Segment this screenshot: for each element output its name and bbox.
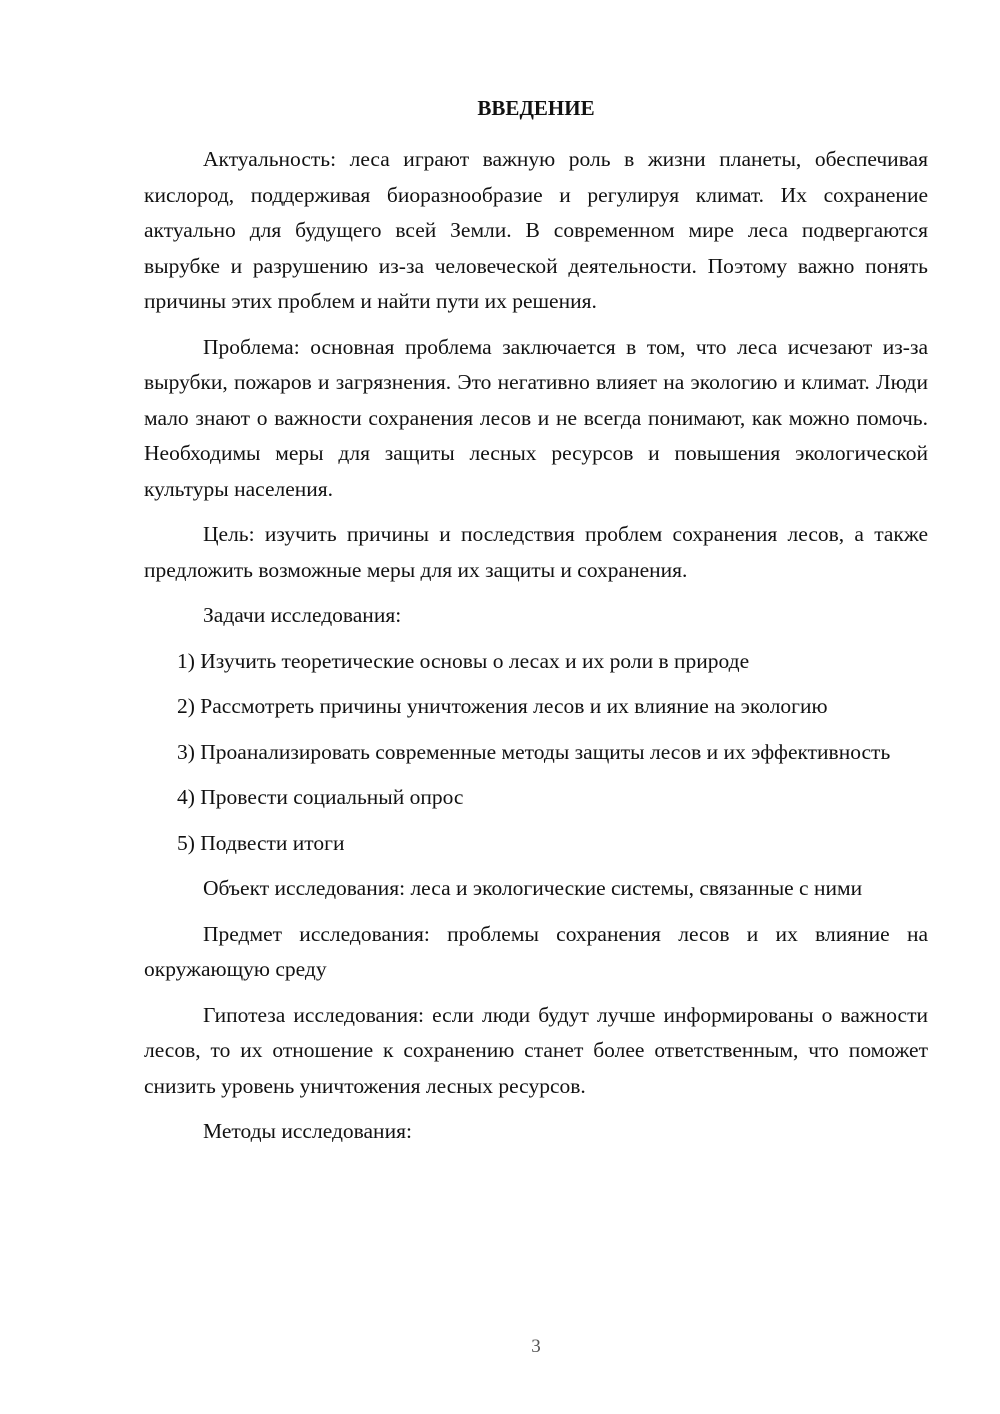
tasks-heading: Задачи исследования: [203,603,402,627]
document-body [144,142,928,1160]
page-number: 3 [531,1336,541,1357]
subject-paragraph: Предмет исследования: проблемы сохранения лесов и их влияние на окружающую среду [144,921,928,981]
section-heading: ВВЕДЕНИЕ [477,96,595,120]
hypothesis-paragraph: Гипотеза исследования: если люди будут лучше информированы о важности лесов, то их отношение к сохранению станет более ответственным, что поможет снизить уровень уничтожения лесных ресурсов. [144,1002,928,1098]
methods-heading: Методы исследования: [203,1119,412,1143]
object-paragraph: Объект исследования: леса и экологические системы, связанные с ними [203,876,863,900]
task-item: 5) Подвести итоги [177,830,345,855]
relevance-paragraph: Актуальность: леса играют важную роль в жизни планеты, обеспечивая кислород, поддерживая биоразнообразие и регулируя климат. Их сохранение актуально для будущего всей Земли. В современном мире леса подвергаются вырубке и разрушению из-за человеческой деятельности. Поэтому важно понять причины этих проблем и найти пути их решения. [144,147,928,313]
goal-paragraph: Цель: изучить причины и последствия проблем сохранения лесов, а также предложить возможные меры для их защиты и сохранения. [144,522,928,582]
task-item: 4) Провести социальный опрос [177,785,464,809]
problem-paragraph: Проблема: основная проблема заключается в том, что леса исчезают из-за вырубки, пожаров и загрязнения. Это негативно влияет на экологию и климат. Люди мало знают о важности сохранения лесов и не всегда понимают, как можно помочь. Необходимы меры для защиты лесных ресурсов и повышения экологической культуры населения. [144,334,928,501]
task-item: 2) Рассмотреть причины уничтожения лесов и их влияние на экологию [177,694,828,718]
task-item: 3) Проанализировать современные методы защиты лесов и их эффективность [177,739,891,764]
task-item: 1) Изучить теоретические основы о лесах и их роли в природе [177,648,750,673]
